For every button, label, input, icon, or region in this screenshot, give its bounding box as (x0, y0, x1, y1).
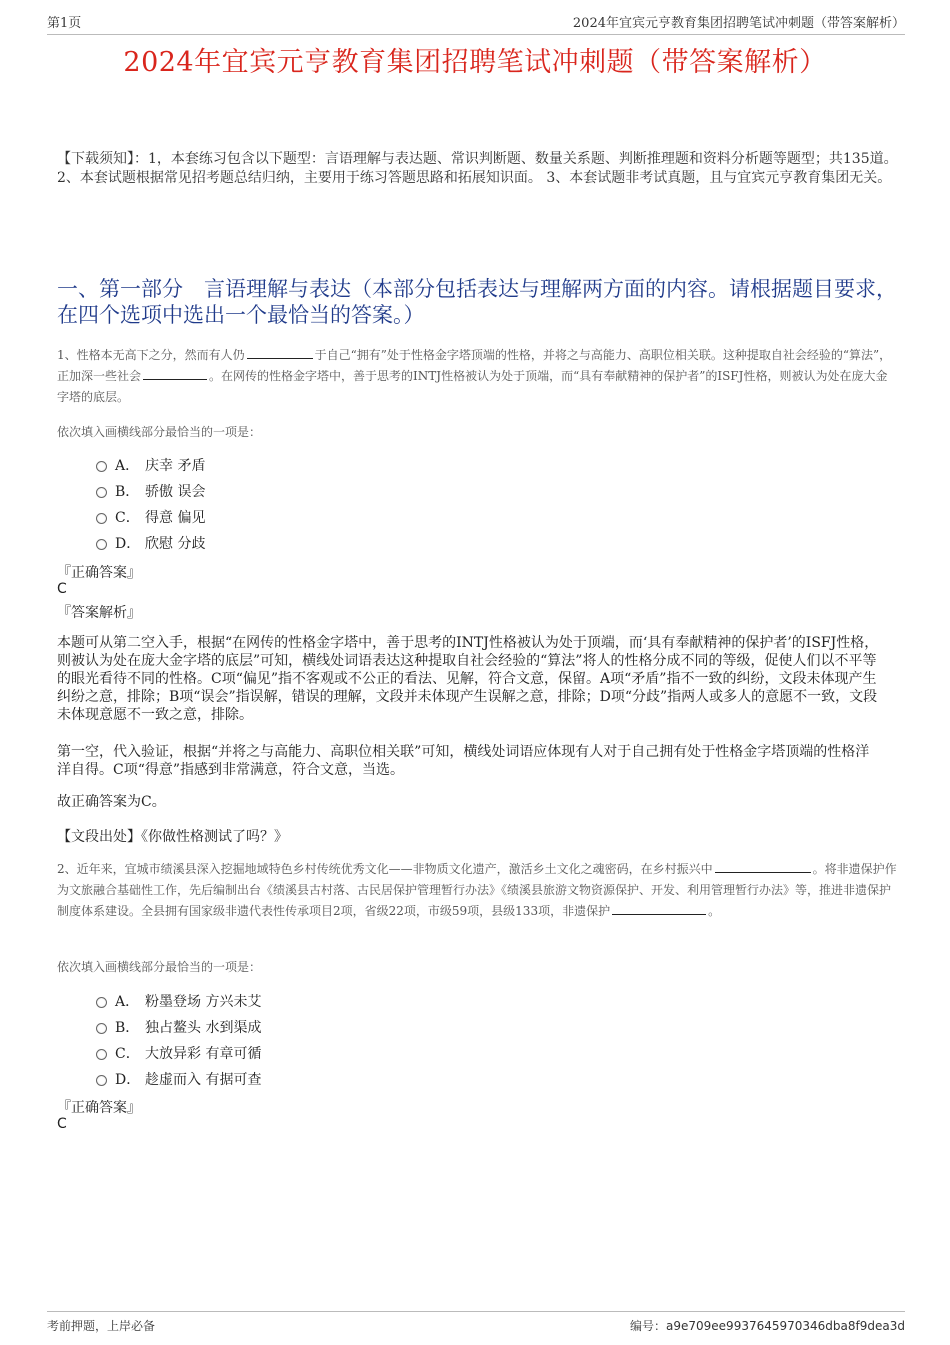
question-2-options (96, 988, 261, 1092)
radio-icon[interactable] (96, 1075, 107, 1086)
page-number: 第1页 (47, 16, 82, 31)
q1-analysis-paragraph-1: 本题可从第二空入手，根据“在网传的性格金字塔中，善于思考的INTJ性格被认为处于顶端，而‘具有奉献精神的保护者’的ISFJ性格，则被认为处在庞大金字塔的底层”可知，横线处词语表达这种提取自社会经验的“算法”将人的性格分成不同的等级，促使人们以不平等的眼光看待不同的性格。C项“偏见”指不客观或不公正的看法、见解，符合文意，保留。A项“矛盾”指不一致的纠纷，文段未体现产生纠纷之意，排除；B项“误会”指误解，错误的理解，文段并未体现产生误解之意，排除；D项“分歧”指两人或多人的意愿不一致，文段未体现意愿不一致之意，排除。 (57, 635, 879, 723)
q1-option-d[interactable]: D． 欣慰 分歧 (96, 530, 205, 556)
radio-icon[interactable] (96, 513, 107, 524)
q1-stem-part-b: 于自己“拥有”处于性格金字塔顶端的性格，并将之与高能力、高职位相关联。这种提取自社会经验的“算法”，正加深一些社会 (57, 348, 892, 383)
q2-option-c[interactable]: C． 大放异彩 有章可循 (96, 1040, 261, 1066)
question-1-options (96, 452, 205, 556)
q2-option-a[interactable]: A． 粉墨登场 方兴未艾 (96, 988, 261, 1014)
q1-analysis-paragraph-2: 第一空，代入验证，根据“并将之与高能力、高职位相关联”可知，横线处词语应体现有人对于自己拥有处于性格金字塔顶端的性格洋洋自得。C项“得意”指感到非常满意，符合文意，当选。 (57, 744, 870, 778)
q1-blank-2 (143, 367, 207, 380)
q2-answer-value: C (57, 1116, 67, 1132)
radio-icon[interactable] (96, 487, 107, 498)
download-notice: 【下载须知】：1，本套练习包含以下题型：言语理解与表达题、常识判断题、数量关系题、判断推理题和资料分析题等题型；共135道。 2、本套试题根据常见招考题总结归纳，主要用于练习答题思路和拓展知识面。 3、本套试题非考试真题，且与宜宾元亨教育集团无关。 (57, 151, 898, 186)
q2-stem-part-b: 。将非遗保护作为文旅融合基础性工作，先后编制出台《绩溪县古村落、古民居保护管理暂行办法》《绩溪县旅游文物资源保护、开发、利用管理暂行办法》等，推进非遗保护制度体系建设。全县拥有国家级非遗代表性传承项目2项，省级22项，市级59项，县级133项，非遗保护 (57, 862, 897, 918)
radio-icon[interactable] (96, 1023, 107, 1034)
radio-icon[interactable] (96, 461, 107, 472)
q1-stem-part-a: 1、性格本无高下之分，然而有人仍 (57, 348, 245, 362)
q2-stem-part-a: 2、近年来，宜城市绩溪县深入挖掘地域特色乡村传统优秀文化——非物质文化遗产，激活乡土文化之魂密码，在乡村振兴中 (57, 862, 713, 876)
q1-blank-1 (247, 346, 313, 359)
running-title: 2024年宜宾元亨教育集团招聘笔试冲刺题（带答案解析） (572, 16, 905, 31)
q1-analysis-label: 『答案解析』 (57, 605, 141, 621)
q2-stem-part-c: 。 (708, 904, 721, 918)
footer-slogan: 考前押题，上岸必备 (47, 1319, 156, 1333)
q2-answer-label: 『正确答案』 (57, 1100, 141, 1116)
page-footer (47, 1311, 905, 1334)
question-1-prompt: 依次填入画横线部分最恰当的一项是： (57, 425, 262, 439)
q1-source: 【文段出处】《你做性格测试了吗？》 (57, 829, 288, 845)
q1-answer-value: C (57, 581, 67, 597)
q1-option-b[interactable]: B． 骄傲 误会 (96, 478, 205, 504)
q1-option-a[interactable]: A． 庆幸 矛盾 (96, 452, 205, 478)
q2-option-b[interactable]: B． 独占鳌头 水到渠成 (96, 1014, 261, 1040)
document-title: 2024年宜宾元亨教育集团招聘笔试冲刺题（带答案解析） (123, 47, 827, 78)
question-2-stem (57, 859, 897, 922)
question-1-stem (57, 345, 897, 408)
page-header (47, 12, 905, 35)
radio-icon[interactable] (96, 997, 107, 1008)
section-heading: 一、第一部分 言语理解与表达（本部分包括表达与理解两方面的内容。请根据题目要求，在四个选项中选出一个最恰当的答案。） (57, 277, 897, 327)
radio-icon[interactable] (96, 539, 107, 550)
question-2-prompt: 依次填入画横线部分最恰当的一项是： (57, 960, 262, 974)
q2-option-d[interactable]: D． 趁虚而入 有据可查 (96, 1066, 261, 1092)
q1-option-c[interactable]: C． 得意 偏见 (96, 504, 205, 530)
q1-analysis-paragraph-3: 故正确答案为C。 (57, 794, 166, 810)
radio-icon[interactable] (96, 1049, 107, 1060)
q2-blank-2 (612, 902, 706, 915)
q1-answer-label: 『正确答案』 (57, 565, 141, 581)
document-code: 编号：a9e709ee9937645970346dba8f9dea3d (630, 1319, 905, 1333)
q1-stem-part-c: 。在网传的性格金字塔中，善于思考的INTJ性格被认为处于顶端，而“具有奉献精神的保护者”的ISFJ性格，则被认为处在庞大金字塔的底层。 (57, 369, 888, 404)
q2-blank-1 (715, 860, 811, 873)
